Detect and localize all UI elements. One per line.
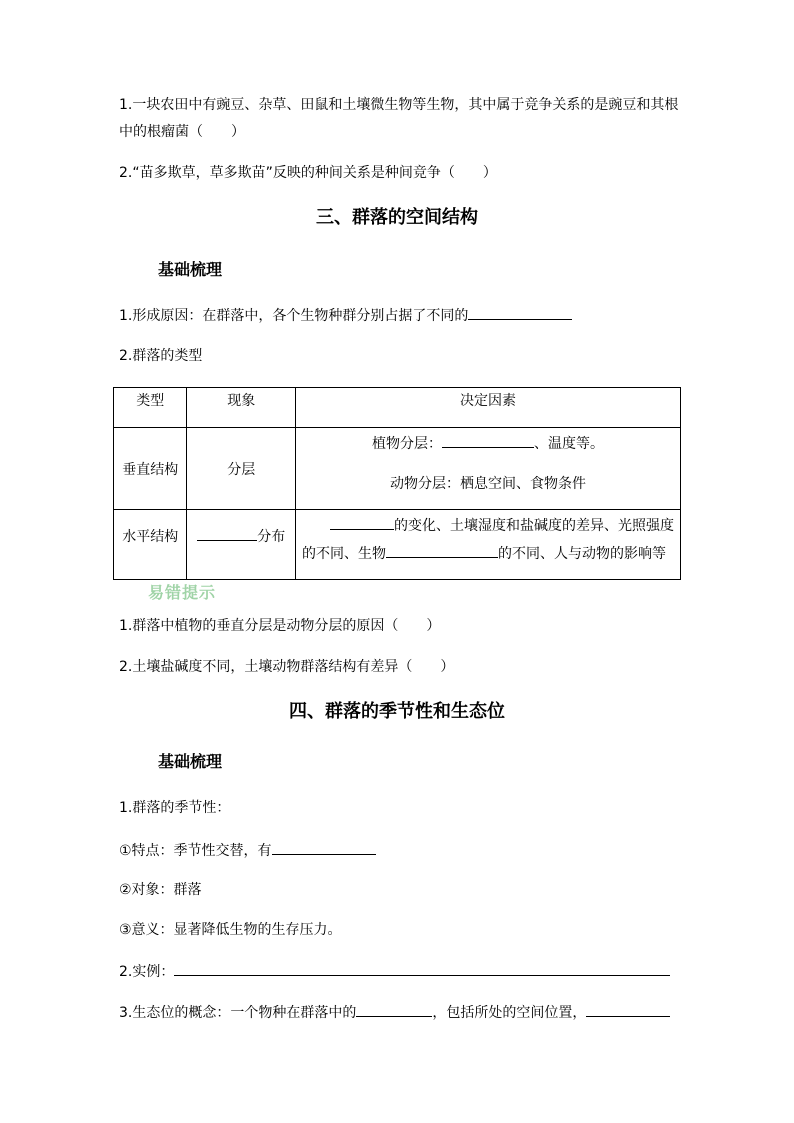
question-1-line-1: 1.一块农田中有豌豆、杂草、田鼠和土壤微生物等生物，其中属于竞争关系的是豌豆和其根 [119, 97, 679, 113]
section-4-title: 四、群落的季节性和生态位 [289, 701, 505, 722]
plant-layer-prefix: 植物分层： [372, 436, 442, 452]
tip-question-2: 2.土壤盐碱度不同，土壤动物群落结构有差异（ ） [119, 659, 455, 675]
tip-question-1: 1.群落中植物的垂直分层是动物分层的原因（ ） [119, 618, 441, 634]
horizontal-factor-line-1 [302, 512, 676, 540]
item-3-prefix: 3.生态位的概念：一个物种在群落中的 [119, 1005, 357, 1021]
cell-vertical-phenomenon: 分层 [187, 428, 296, 510]
section-3-item-1 [119, 305, 572, 326]
header-factor: 决定因素 [296, 388, 681, 428]
table-row-horizontal [114, 510, 681, 580]
factor-line-2-suffix: 的不同、人与动物的影响等 [498, 546, 666, 562]
fill-blank[interactable] [197, 526, 257, 541]
question-1-line-2: 中的根瘤菌（ ） [119, 124, 245, 140]
fill-blank[interactable] [442, 433, 534, 448]
factor-line-2-prefix: 的不同、生物 [302, 546, 386, 562]
cell-horizontal-phenomenon [187, 510, 296, 580]
item-2-text: 2.实例： [119, 964, 175, 980]
point-3: ③意义：显著降低生物的生存压力。 [119, 922, 342, 938]
section-4-item-2 [119, 961, 670, 982]
section-4-item-1: 1.群落的季节性： [119, 800, 231, 816]
fill-blank[interactable] [468, 305, 572, 320]
question-2: 2.“苗多欺草，草多欺苗”反映的种间关系是种间竞争（ ） [119, 165, 497, 181]
animal-layer-line: 动物分层：栖息空间、食物条件 [390, 476, 586, 492]
table-header-row [114, 388, 681, 428]
cell-horizontal-factor [296, 510, 681, 580]
header-type: 类型 [114, 388, 187, 428]
cell-vertical-factor [296, 428, 681, 510]
factor-line-1-text: 的变化、土壤湿度和盐碱度的差异、光照强度 [394, 518, 674, 534]
cell-horizontal-type: 水平结构 [114, 510, 187, 580]
fill-blank[interactable] [586, 1002, 670, 1017]
point-1-text: ①特点：季节性交替，有 [119, 843, 272, 859]
section-3-item-2: 2.群落的类型 [119, 348, 203, 364]
fill-blank[interactable] [330, 515, 394, 530]
fill-blank[interactable] [272, 840, 376, 855]
item-1-text: 1.形成原因：在群落中，各个生物种群分别占据了不同的 [119, 308, 469, 324]
horizontal-factor-line-2 [302, 540, 676, 568]
community-structure-table [113, 387, 681, 580]
section-4-subtitle: 基础梳理 [158, 752, 223, 771]
error-prone-tip-title: 易错提示 [148, 583, 217, 602]
distribution-label: 分布 [257, 529, 286, 545]
fill-blank[interactable] [386, 543, 498, 558]
section-3-title: 三、群落的空间结构 [316, 207, 478, 228]
header-phenomenon: 现象 [187, 388, 296, 428]
fill-blank[interactable] [174, 961, 670, 976]
cell-vertical-type: 垂直结构 [114, 428, 187, 510]
section-4-item-3 [119, 1002, 670, 1023]
section-3-subtitle: 基础梳理 [158, 260, 223, 279]
item-3-middle: ，包括所处的空间位置， [432, 1005, 587, 1021]
point-2: ②对象：群落 [119, 882, 202, 898]
point-1 [119, 840, 376, 861]
plant-layer-suffix: 、温度等。 [534, 436, 604, 452]
table-row-vertical [114, 428, 681, 510]
plant-layer-line [296, 433, 680, 454]
fill-blank[interactable] [356, 1002, 432, 1017]
